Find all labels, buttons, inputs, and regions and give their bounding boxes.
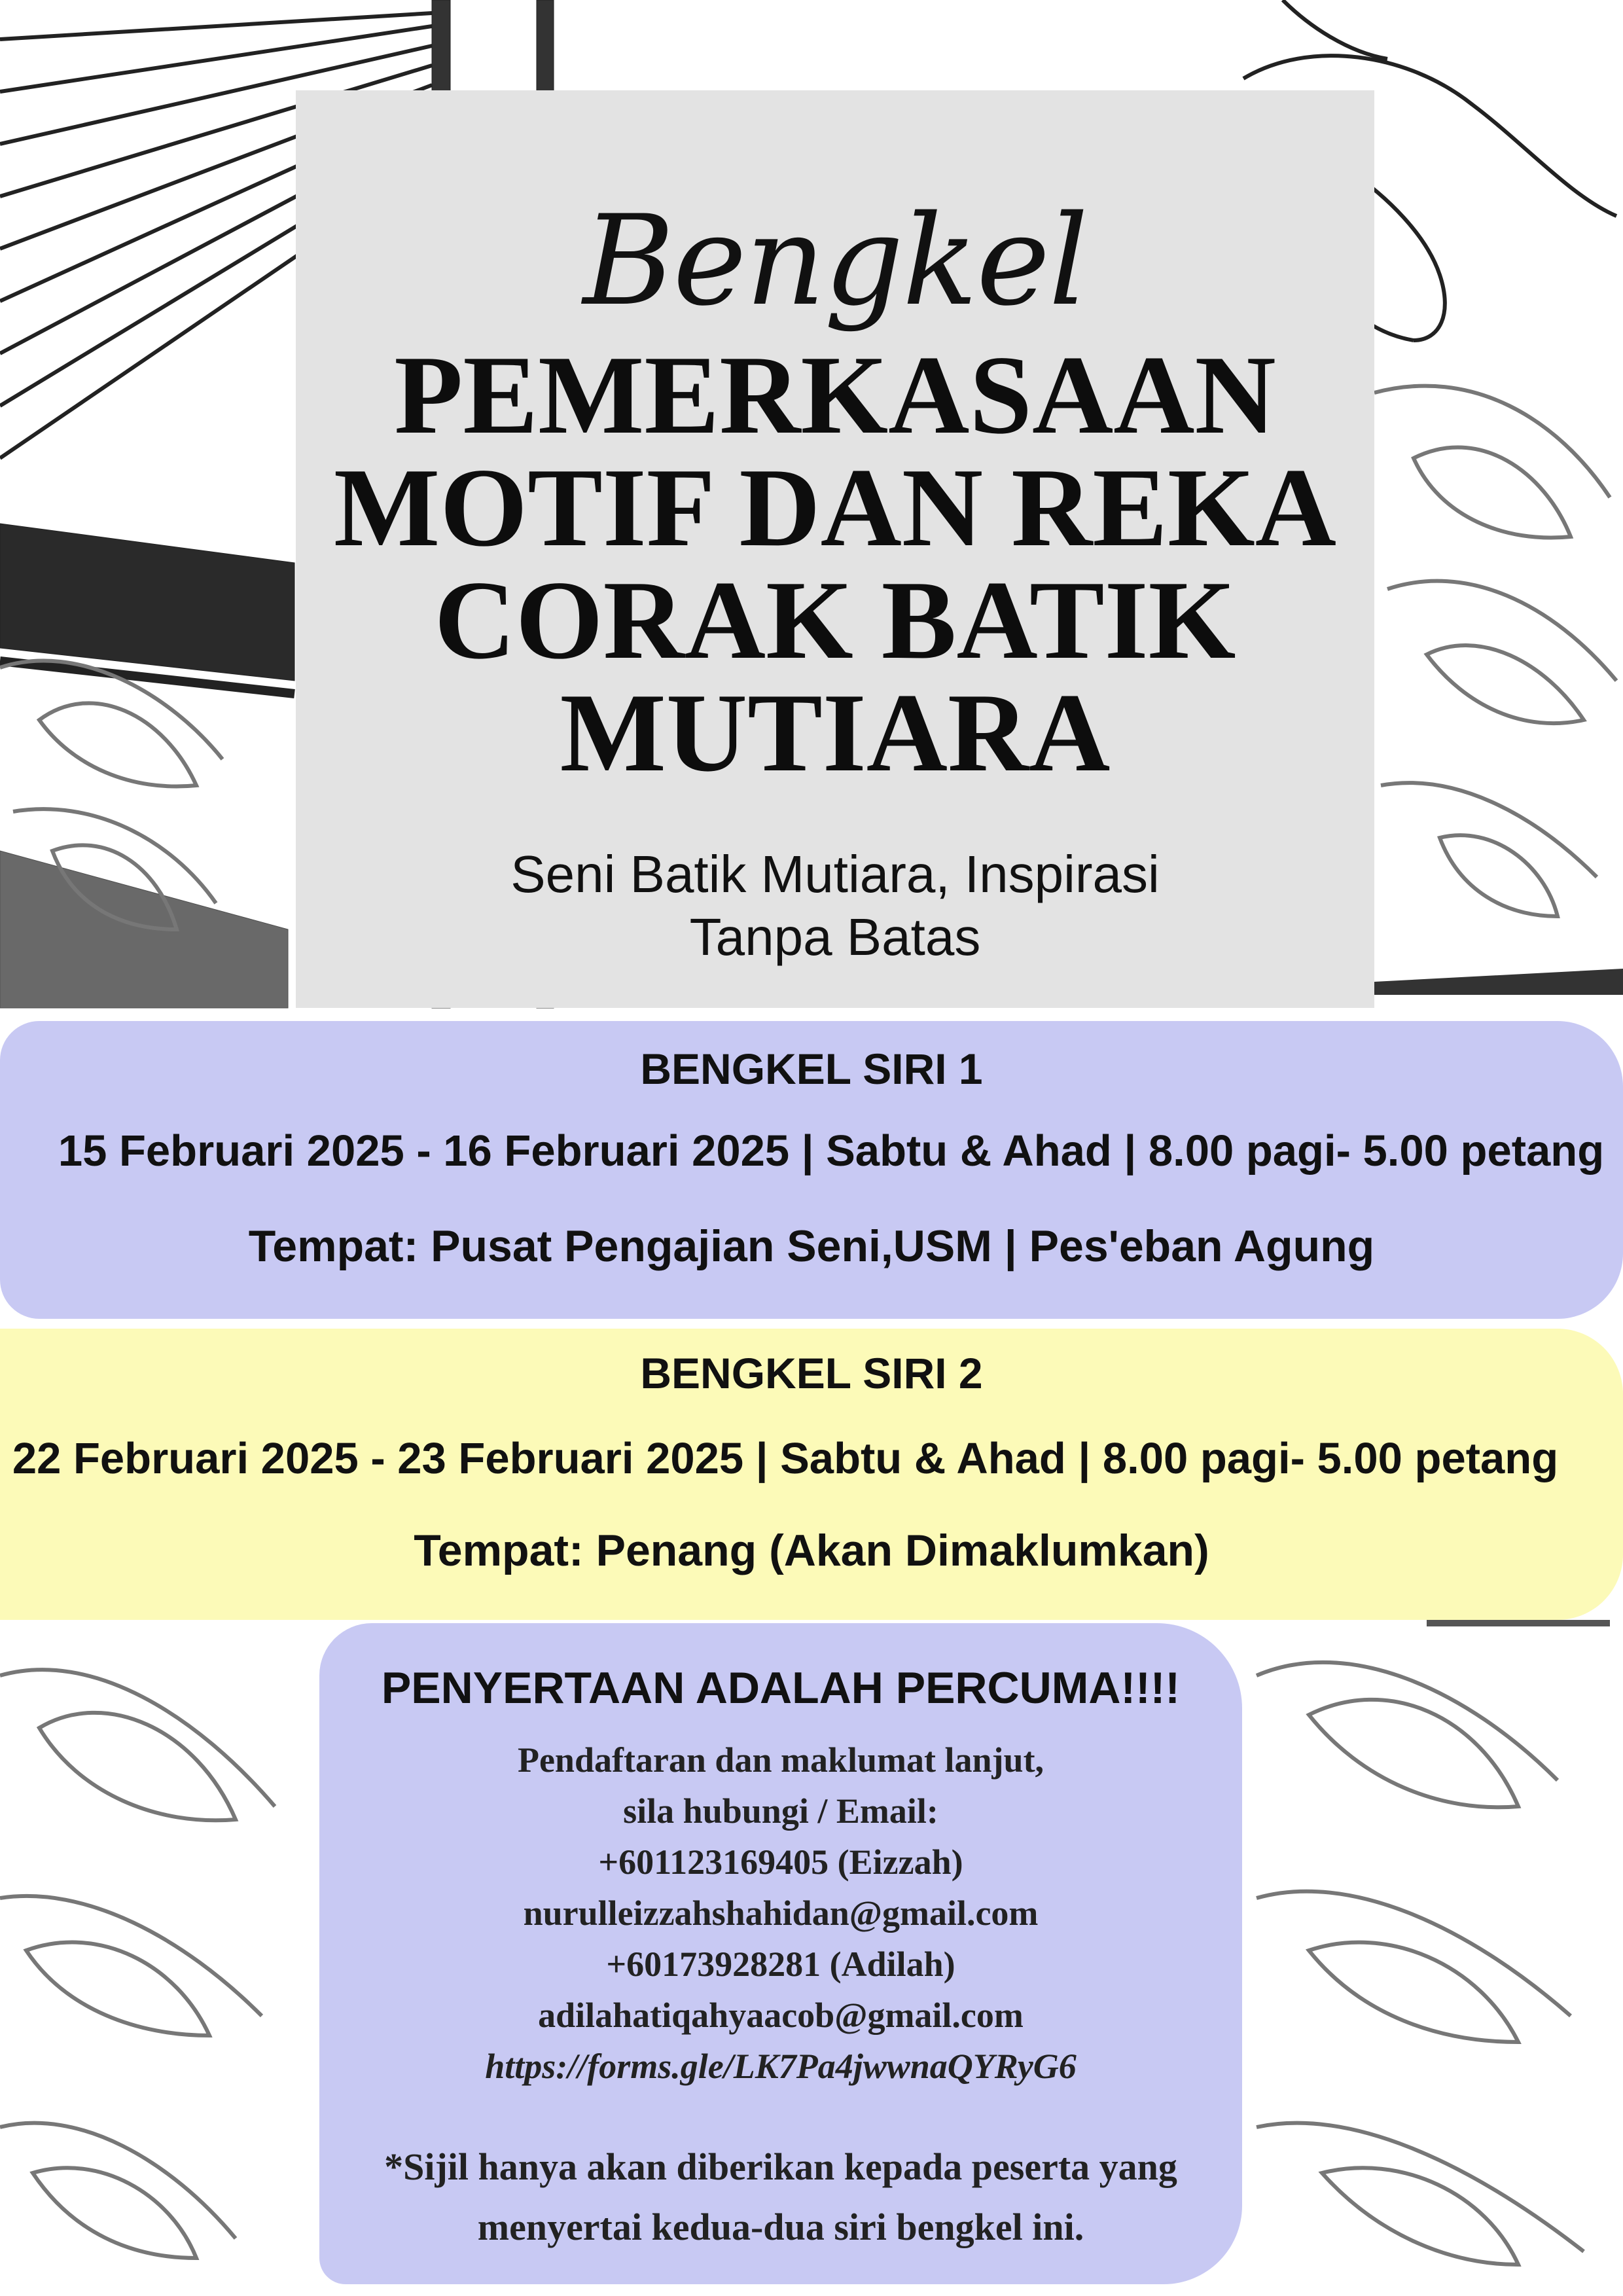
note-line: menyertai kedua-dua siri bengkel ini. — [477, 2206, 1084, 2248]
registration-panel — [319, 1623, 1242, 2284]
title-card — [296, 90, 1374, 1008]
contact-line: sila hubungi / Email: — [623, 1791, 938, 1831]
note-line: *Sijil hanya akan diberikan kepada peserta yang — [384, 2145, 1177, 2188]
series-2-heading: BENGKEL SIRI 2 — [640, 1349, 983, 1397]
tagline-line: Tanpa Batas — [689, 908, 981, 966]
free-participation-headline: PENYERTAAN ADALAH PERCUMA!!!! — [381, 1663, 1181, 1713]
title-line: PEMERKASAAN — [394, 333, 1276, 457]
title-line: CORAK BATIK — [434, 558, 1236, 683]
contact-line: Pendaftaran dan maklumat lanjut, — [517, 1740, 1044, 1780]
registration-form-link[interactable]: https://forms.gle/LK7Pa4jwwnaQYRyG6 — [485, 2047, 1077, 2086]
series-1-schedule: 15 Februari 2025 - 16 Februari 2025 | Sabtu & Ahad | 8.00 pagi- 5.00 petang — [58, 1126, 1605, 1175]
phone-eizzah[interactable]: +601123169405 (Eizzah) — [598, 1842, 963, 1882]
tagline-line: Seni Batik Mutiara, Inspirasi — [510, 845, 1160, 903]
phone-adilah[interactable]: +60173928281 (Adilah) — [606, 1945, 955, 1984]
email-eizzah[interactable]: nurulleizzahshahidan@gmail.com — [523, 1893, 1039, 1933]
series-2-venue: Tempat: Penang (Akan Dimaklumkan) — [414, 1526, 1209, 1575]
series-2-panel — [0, 1329, 1623, 1620]
main-title — [322, 333, 1348, 795]
title-line: MUTIARA — [560, 671, 1111, 795]
series-2-schedule: 22 Februari 2025 - 23 Februari 2025 | Sabtu & Ahad | 8.00 pagi- 5.00 petang — [12, 1434, 1559, 1483]
series-1-heading: BENGKEL SIRI 1 — [640, 1045, 983, 1093]
series-1-venue: Tempat: Pusat Pengajian Seni,USM | Pes'eban Agung — [248, 1221, 1375, 1271]
tagline — [296, 843, 1374, 969]
script-title: Bengkel — [582, 188, 1088, 333]
certificate-note — [319, 2137, 1242, 2257]
skyline-silhouette — [1374, 969, 1623, 995]
series-1-panel — [0, 1021, 1623, 1319]
email-adilah[interactable]: adilahatiqahyaacob@gmail.com — [538, 1996, 1024, 2035]
title-line: MOTIF DAN REKA — [333, 446, 1337, 570]
contact-info — [319, 1734, 1242, 2092]
